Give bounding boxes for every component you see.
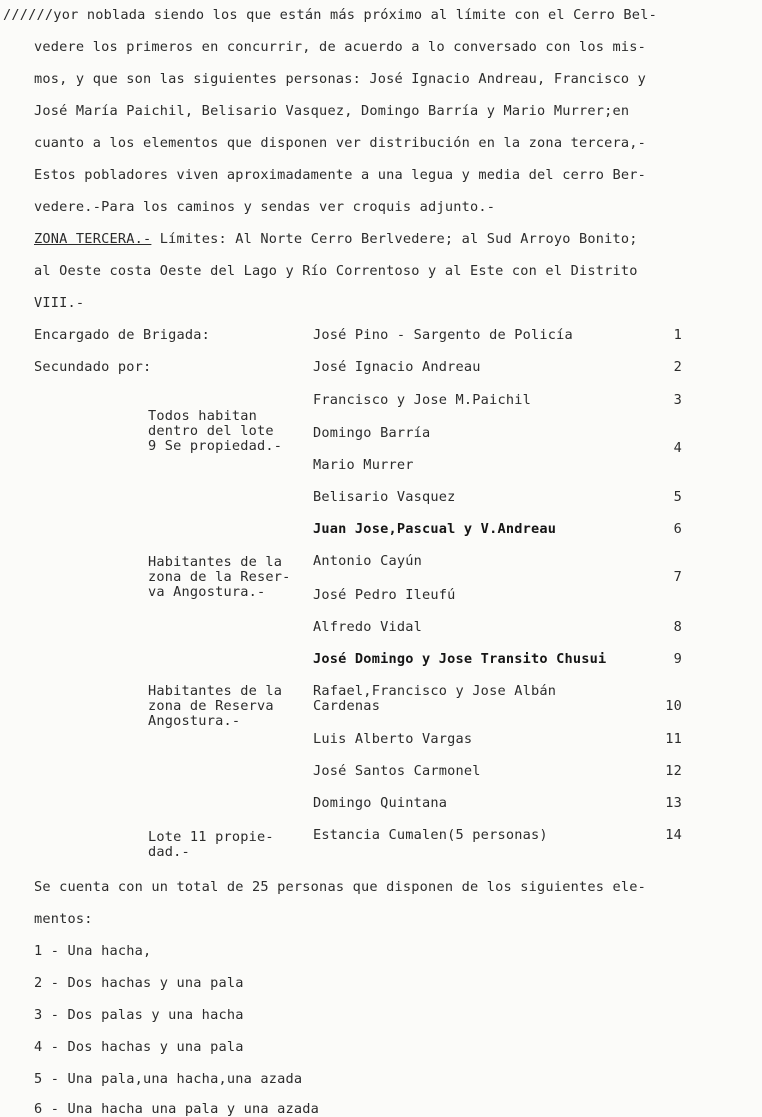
row-number: 5 xyxy=(673,489,682,505)
row-number: 7 xyxy=(673,569,682,585)
group-note: Todos habitan dentro del lote 9 Se propiedad.- xyxy=(148,408,283,454)
total-line: mentos: xyxy=(34,911,93,927)
element-item: 2 - Dos hachas y una pala xyxy=(34,975,244,991)
member-name: Francisco y Jose M.Paichil xyxy=(313,392,531,408)
element-item: 6 - Una hacha una pala y una azada xyxy=(34,1101,320,1117)
member-name: Belisario Vasquez xyxy=(313,489,456,505)
row-number: 6 xyxy=(673,521,682,537)
row-number: 12 xyxy=(665,763,682,779)
intro-line: vedere los primeros en concurrir, de acuerdo a lo conversado con los mis- xyxy=(34,39,647,55)
intro-line: José María Paichil, Belisario Vasquez, Domingo Barría y Mario Murrer;en xyxy=(34,103,630,119)
row-number: 2 xyxy=(673,359,682,375)
element-item: 3 - Dos palas y una hacha xyxy=(34,1007,244,1023)
member-name: Juan Jose,Pascual y V.Andreau xyxy=(313,521,557,537)
member-name: Estancia Cumalen(5 personas) xyxy=(313,827,548,843)
member-name: Mario Murrer xyxy=(313,457,414,473)
member-name: José Ignacio Andreau xyxy=(313,359,481,375)
total-line: Se cuenta con un total de 25 personas que disponen de los siguientes ele- xyxy=(34,879,647,895)
row-number: 14 xyxy=(665,827,682,843)
encargado-label: Encargado de Brigada: xyxy=(34,327,211,343)
intro-line: //////yor noblada siendo los que están más próximo al límite con el Cerro Bel- xyxy=(3,7,657,23)
row-number: 13 xyxy=(665,795,682,811)
element-item: 4 - Dos hachas y una pala xyxy=(34,1039,244,1055)
member-name: Antonio Cayún xyxy=(313,553,422,569)
intro-line: cuanto a los elementos que disponen ver distribución en la zona tercera,- xyxy=(34,135,647,151)
intro-line: mos, y que son las siguientes personas: José Ignacio Andreau, Francisco y xyxy=(34,71,647,87)
zone-heading: ZONA TERCERA.- xyxy=(34,231,152,247)
row-number: 4 xyxy=(673,440,682,456)
row-number: 1 xyxy=(673,327,682,343)
row-number: 9 xyxy=(673,651,682,667)
member-name: Domingo Quintana xyxy=(313,795,448,811)
group-note: Habitantes de la zona de Reserva Angostura.- xyxy=(148,683,283,729)
secundado-label: Secundado por: xyxy=(34,359,152,375)
intro-line: vedere.-Para los caminos y sendas ver croquis adjunto.- xyxy=(34,199,496,215)
row-number: 3 xyxy=(673,392,682,408)
member-name: Domingo Barría xyxy=(313,425,431,441)
row-number: 8 xyxy=(673,619,682,635)
member-name: José Santos Carmonel xyxy=(313,763,481,779)
encargado-name: José Pino - Sargento de Policía xyxy=(313,327,573,343)
member-name: José Domingo y Jose Transito Chusui xyxy=(313,651,607,667)
zone-line: VIII.- xyxy=(34,295,85,311)
intro-line: Estos pobladores viven aproximadamente a una legua y media del cerro Ber- xyxy=(34,167,647,183)
element-item: 5 - Una pala,una hacha,una azada xyxy=(34,1071,303,1087)
zone-limits: Límites: Al Norte Cerro Berlvedere; al Sud Arroyo Bonito; xyxy=(151,231,638,247)
row-number: 11 xyxy=(665,731,682,747)
row-number: 10 xyxy=(665,698,682,714)
zone-line xyxy=(34,233,638,247)
member-name: Luis Alberto Vargas xyxy=(313,731,473,747)
member-name: Alfredo Vidal xyxy=(313,619,422,635)
member-name: Rafael,Francisco y Jose Albán Cardenas xyxy=(313,683,557,714)
zone-line: al Oeste costa Oeste del Lago y Río Correntoso y al Este con el Distrito xyxy=(34,263,638,279)
element-item: 1 - Una hacha, xyxy=(34,943,152,959)
group-note: Habitantes de la zona de la Reser- va Angostura.- xyxy=(148,554,291,600)
group-note: Lote 11 propie- dad.- xyxy=(148,829,274,860)
member-name: José Pedro Ileufú xyxy=(313,587,456,603)
